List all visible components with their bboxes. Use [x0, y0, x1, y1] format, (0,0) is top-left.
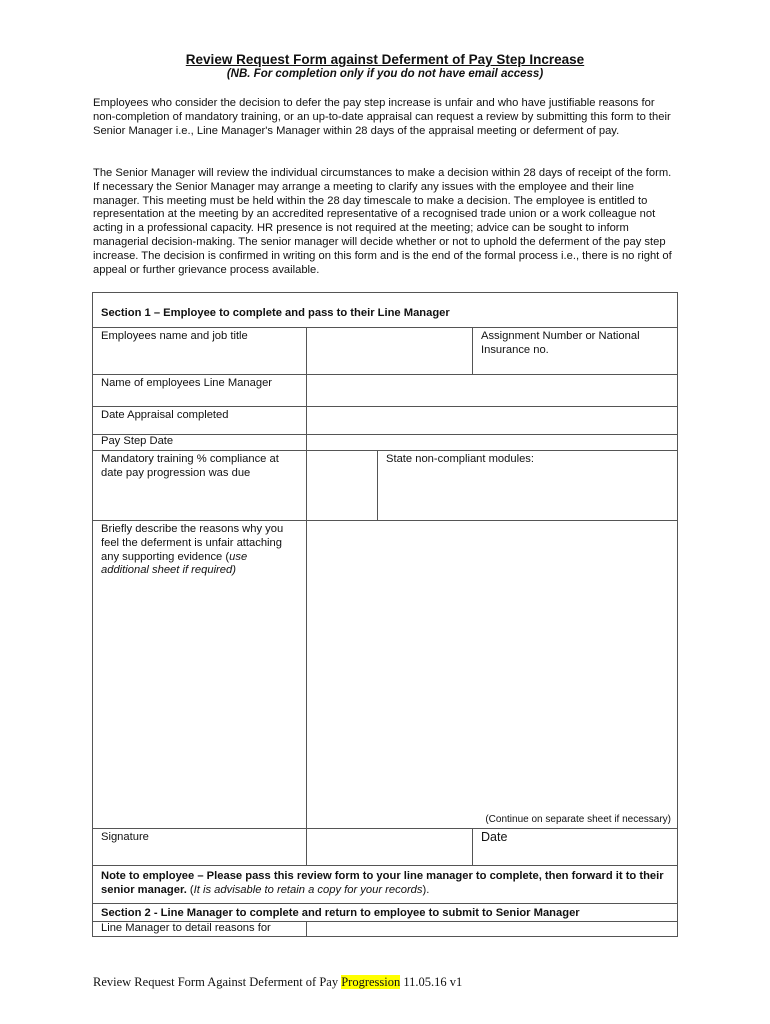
appraisal-date-field[interactable] [307, 407, 678, 435]
section2-heading: Section 2 - Line Manager to complete and return to employee to submit to Senior Manager [93, 904, 678, 922]
note-to-employee: Note to employee – Please pass this review form to your line manager to complete, then forward it to their senior manager. (It is advisable to retain a copy for your records). [93, 866, 678, 904]
line-manager-reasons-label: Line Manager to detail reasons for [93, 921, 307, 936]
line-manager-field[interactable] [307, 375, 678, 407]
reasons-label: Briefly describe the reasons why you feel the deferment is unfair attaching any supporting evidence (use additional sheet if required) [93, 521, 307, 829]
pay-step-date-label: Pay Step Date [93, 435, 307, 451]
signature-field[interactable] [307, 829, 473, 866]
form-title: Review Request Form against Deferment of Pay Step Increase [185, 52, 585, 67]
date-label: Date [481, 830, 508, 844]
pay-step-date-field[interactable] [307, 435, 678, 451]
non-compliant-modules-field[interactable] [378, 451, 678, 521]
non-compliant-modules-label: State non-compliant modules: [386, 453, 535, 465]
footer: Review Request Form Against Deferment of Pay Progression 11.05.16 v1 [93, 975, 463, 989]
continue-note: (Continue on separate sheet if necessary) [485, 814, 672, 826]
appraisal-date-label: Date Appraisal completed [93, 407, 307, 435]
line-manager-reasons-field[interactable] [307, 921, 678, 936]
signature-label: Signature [93, 829, 307, 866]
line-manager-label: Name of employees Line Manager [93, 375, 307, 407]
employee-name-label: Employees name and job title [93, 328, 307, 375]
date-field[interactable] [473, 829, 678, 866]
employee-name-field[interactable] [307, 328, 473, 375]
section1-heading: Section 1 – Employee to complete and pass to their Line Manager [93, 293, 678, 328]
footer-highlight: Progression [341, 975, 401, 989]
reasons-field[interactable] [307, 521, 678, 829]
review-form-table [92, 292, 678, 937]
training-compliance-label: Mandatory training % compliance at date pay progression was due [93, 451, 307, 521]
intro-paragraph-1: Employees who consider the decision to defer the pay step increase is unfair and who have justifiable reasons for non-completion of mandatory training, or an up-to-date appraisal can request a review by submitting this form to their Senior Manager i.e., Line Manager's Manager within 28 days of the appraisal meeting or deferment of pay. [93, 97, 671, 137]
form-subtitle: (NB. For completion only if you do not have email access) [226, 68, 544, 80]
training-compliance-field[interactable] [307, 451, 378, 521]
assignment-number-label: Assignment Number or National Insurance no. [473, 328, 678, 375]
intro-paragraph-2: The Senior Manager will review the individual circumstances to make a decision within 28 days of receipt of the form. If necessary the Senior Manager may arrange a meeting to clarify any issues with the employee and their line manager. This meeting must be held within the 28 day timescale to make a decision. The employee is entitled to representation at the meeting by an accredited representative of a recognised trade union or a work colleague not acting in a professional capacity. HR presence is not required at the meeting; advice can be sought to inform managerial decision-making. The senior manager will decide whether or not to uphold the deferment of the pay step increase. The decision is confirmed in writing on this form and is the end of the formal process i.e., there is no right of appeal or further grievance process available. [93, 167, 672, 276]
